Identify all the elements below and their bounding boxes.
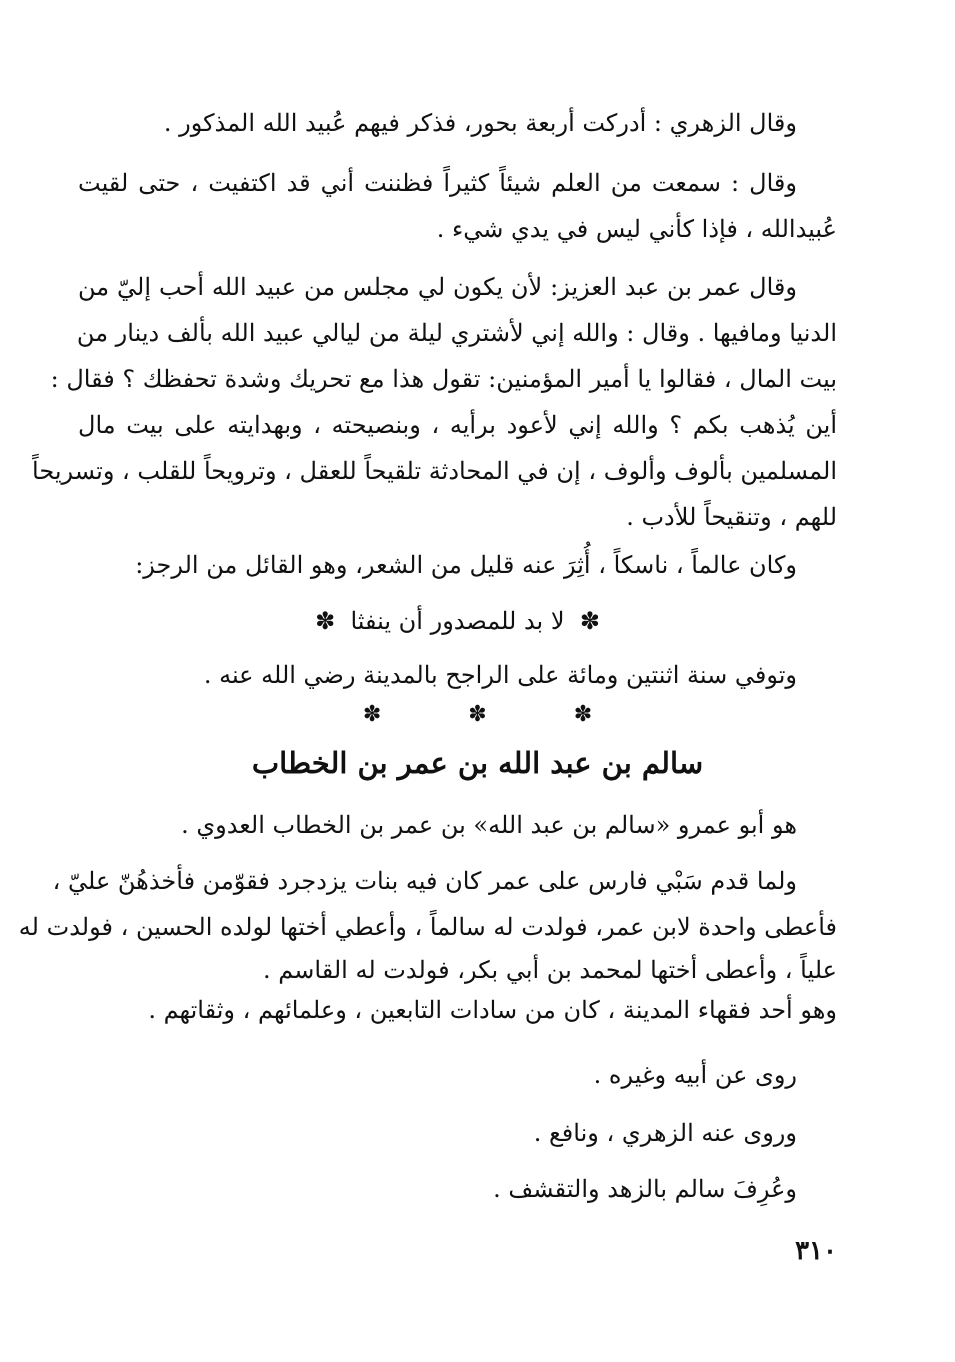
text-line: فأعطى واحدة لابن عمر، فولدت له سالماً ، وأعطي أختها لولده الحسين ، فولدت له — [18, 913, 837, 941]
text-line: للهم ، وتنقيحاً للأدب . — [626, 503, 837, 531]
paragraph-knowledge-quote — [78, 160, 837, 252]
star-ornament-icon: ✽ — [468, 702, 527, 727]
text-line: وتوفي سنة اثنتين ومائة على الراجح بالمدينة رضي الله عنه . — [203, 661, 797, 689]
section-title: سالم بن عبد الله بن عمر بن الخطاب — [251, 746, 704, 780]
page-number: ٣١٠ — [795, 1236, 837, 1266]
text-line: وعُرِفَ سالم بالزهد والتقشف . — [493, 1175, 797, 1203]
paragraph-poetry-intro — [78, 542, 837, 588]
paragraph-lineage — [78, 802, 837, 848]
star-ornament-icon: ✽ — [579, 607, 600, 635]
text-line: المسلمين بألوف وألوف ، إن في المحادثة تلقيحاً للعقل ، وترويحاً للقلب ، وتسريحاً — [32, 457, 837, 485]
text-line: عُبيدالله ، فإذا كأني ليس في يدي شيء . — [436, 215, 837, 243]
paragraph-asceticism — [78, 1166, 837, 1212]
star-ornament-icon: ✽ — [362, 702, 422, 727]
text-line: ولما قدم سَبْي فارس على عمر كان فيه بنات يزدجرد فقوّمن فأخذهُنّ عليّ ، — [52, 867, 797, 895]
text-line: بيت المال ، فقالوا يا أمير المؤمنين: تقول هذا مع تحريك وشدة تحفظك ؟ فقال : — [50, 365, 837, 393]
text-line: وقال الزهري : أدركت أربعة بحور، فذكر فيهم عُبيد الله المذكور . — [163, 109, 797, 137]
text-line: هو أبو عمرو «سالم بن عبد الله» بن عمر بن الخطاب العدوي . — [181, 811, 797, 839]
text-line: روى عن أبيه وغيره . — [593, 1061, 797, 1089]
paragraph-zuhri-quote — [78, 100, 837, 146]
verse-line — [78, 598, 837, 644]
text-line: علياً ، وأعطى أختها لمحمد بن أبي بكر، فولدت له القاسم . — [263, 956, 837, 984]
text-line: وقال عمر بن عبد العزيز: لأن يكون لي مجلس من عبيد الله أحب إليّ من — [78, 273, 797, 301]
paragraph-captives — [18, 858, 837, 1030]
star-ornament-icon: ✽ — [573, 702, 633, 727]
text-line: وكان عالماً ، ناسكاً ، أُثِرَ عنه قليل من الشعر، وهو القائل من الرجز: — [135, 551, 797, 579]
verse-text: لا بد للمصدور أن ينفثا — [350, 607, 565, 635]
star-ornament-icon: ✽ — [315, 607, 336, 635]
paragraph-umar-quote — [32, 264, 837, 540]
section-divider — [0, 702, 955, 727]
paragraph-narrated-by — [78, 1110, 837, 1156]
text-line: وقال : سمعت من العلم شيئاً كثيراً فظننت أني قد اكتفيت ، حتى لقيت — [78, 169, 797, 197]
text-line: الدنيا ومافيها . وقال : والله إني لأشتري ليلة من ليالي عبيد الله بألف دينار من — [76, 319, 837, 347]
text-line: وهو أحد فقهاء المدينة ، كان من سادات التابعين ، وعلمائهم ، وثقاتهم . — [148, 996, 837, 1024]
paragraph-narrated-from — [78, 1052, 837, 1098]
text-line: وروى عنه الزهري ، ونافع . — [533, 1119, 797, 1147]
paragraph-death — [78, 652, 837, 698]
text-line: أين يُذهب بكم ؟ والله إني لأعود برأيه ، وبنصيحته ، وبهدايته على بيت مال — [78, 411, 837, 439]
